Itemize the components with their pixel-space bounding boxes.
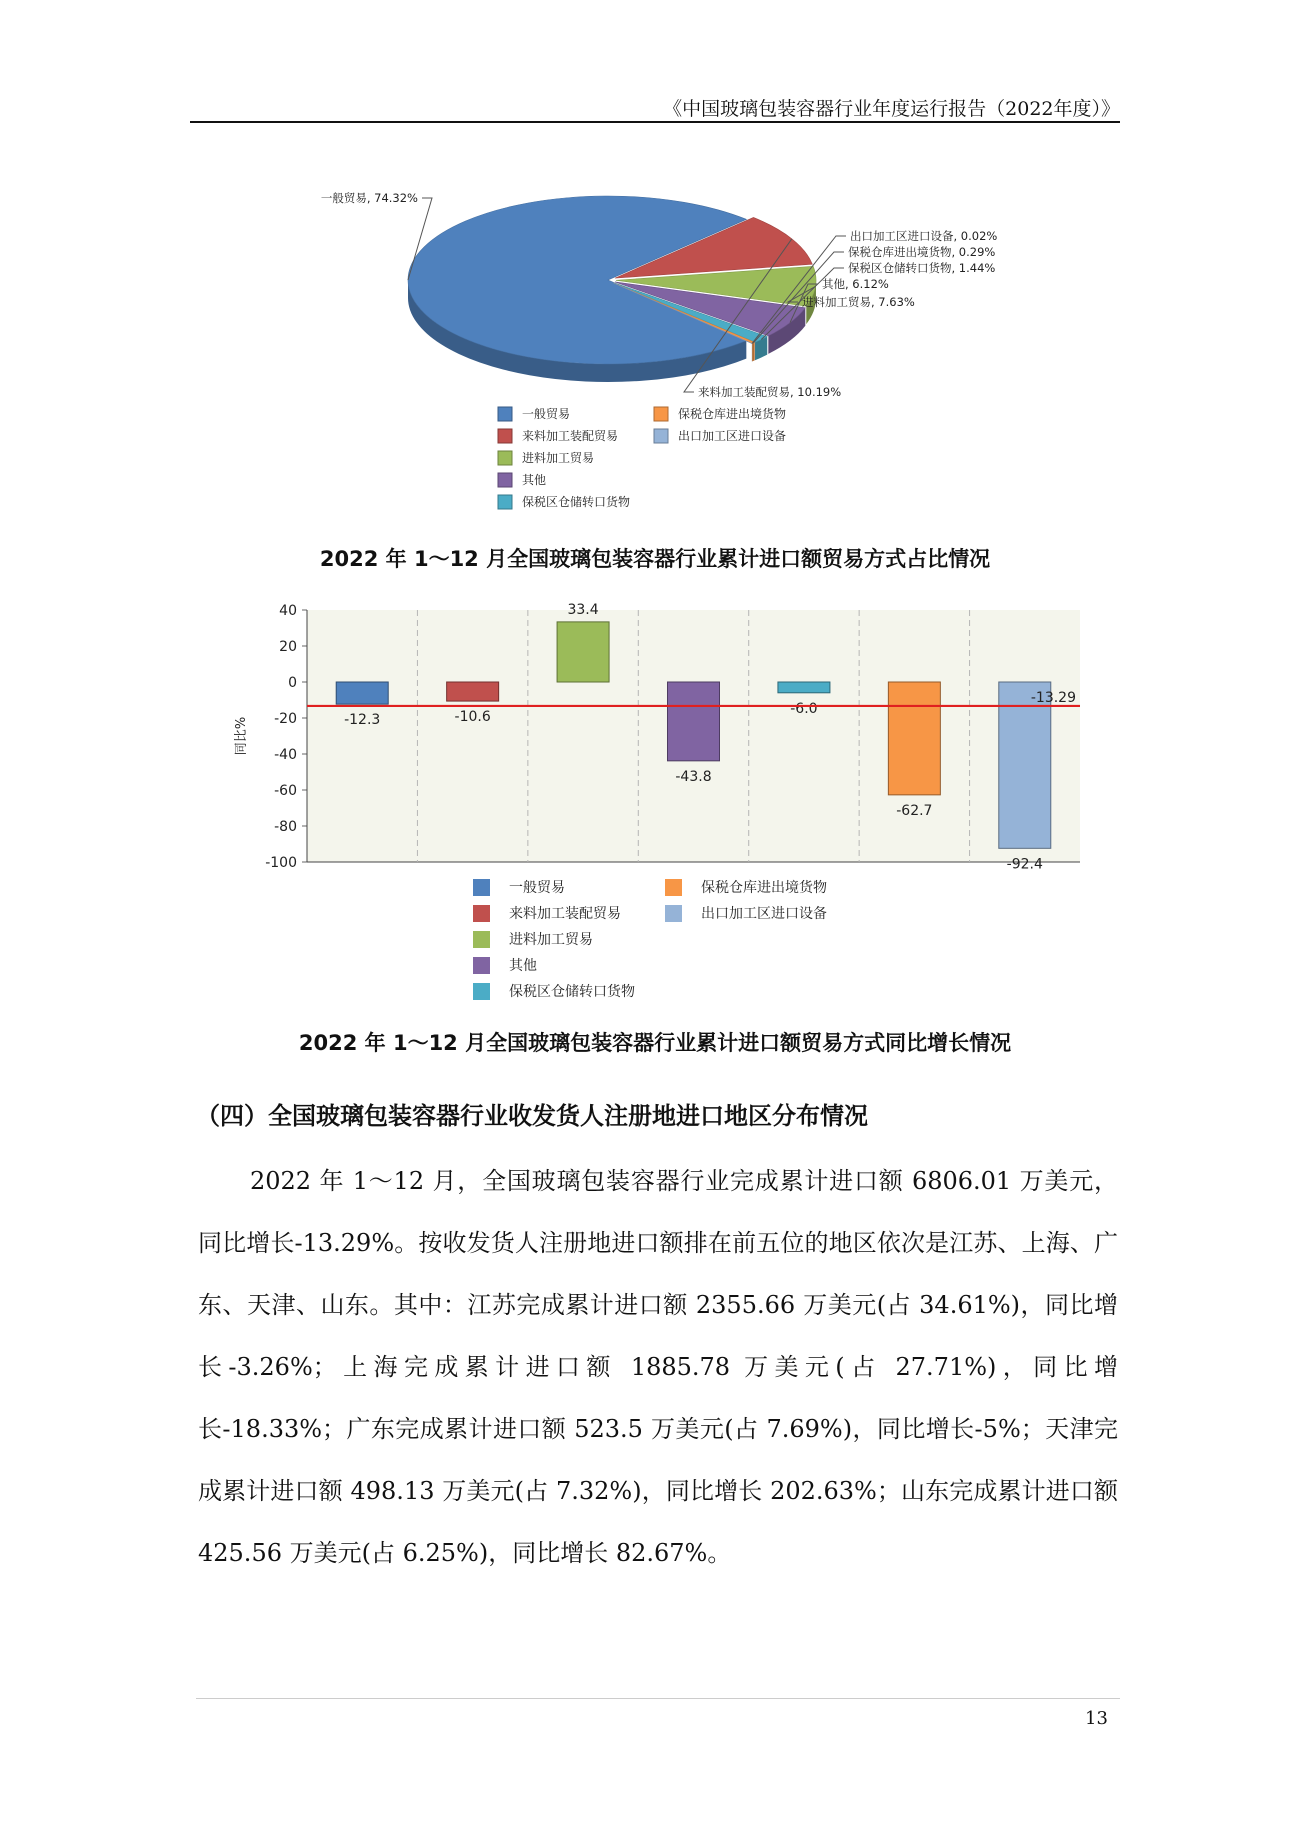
pie-legend-label: 进料加工贸易	[522, 451, 595, 465]
y-tick-label: 40	[279, 603, 297, 619]
bar-value-label: -62.7	[896, 802, 933, 819]
bar-value-label: -43.8	[675, 768, 712, 785]
pie-slice-label: 出口加工区进口设备, 0.02%	[850, 229, 998, 243]
bar	[447, 682, 499, 701]
y-tick-label: -40	[274, 747, 297, 763]
pie-legend-swatch	[498, 473, 512, 487]
pie-slice-label: 来料加工装配贸易, 10.19%	[698, 385, 842, 399]
pie-slice-label: 保税区仓储转口货物, 1.44%	[848, 261, 996, 275]
bar-legend-swatch	[473, 983, 490, 1000]
y-tick-label: -20	[274, 711, 297, 727]
bar-chart	[0, 590, 1307, 1015]
pie-slice-label: 进料加工贸易, 7.63%	[802, 295, 915, 309]
y-tick-label: -60	[274, 783, 297, 799]
bar-legend-swatch	[473, 905, 490, 922]
bar-legend-label: 其他	[509, 958, 537, 974]
pie-legend-label: 来料加工装配贸易	[522, 429, 619, 443]
bar-value-label: -12.3	[344, 712, 381, 729]
bar	[668, 682, 720, 761]
pie-legend-swatch	[498, 451, 512, 465]
bar-legend-label: 来料加工装配贸易	[509, 906, 621, 922]
bar-legend-swatch	[473, 957, 490, 974]
bar	[557, 622, 609, 682]
bar-chart-caption: 2022 年 1～12 月全国玻璃包装容器行业累计进口额贸易方式同比增长情况	[298, 1031, 1012, 1055]
header-rule	[190, 121, 1120, 123]
y-tick-label: 0	[288, 675, 297, 691]
y-tick-label: 20	[279, 639, 297, 655]
y-tick-label: -80	[274, 819, 297, 835]
pie-legend-swatch	[498, 495, 512, 509]
average-line-label: -13.29	[1030, 689, 1076, 706]
bar-legend-swatch	[473, 931, 490, 948]
pie-slice-label: 保税仓库进出境货物, 0.29%	[848, 245, 996, 259]
pie-legend-label: 一般贸易	[522, 407, 571, 421]
bar-legend-label: 出口加工区进口设备	[701, 906, 827, 922]
pie-slice-label: 其他, 6.12%	[822, 277, 889, 291]
page-number: 13	[1085, 1708, 1108, 1729]
bar	[336, 682, 388, 704]
bar-legend-label: 保税仓库进出境货物	[701, 880, 827, 896]
bar-legend-label: 一般贸易	[509, 880, 565, 896]
bar-legend-swatch	[665, 905, 682, 922]
bar-legend-label: 进料加工贸易	[509, 932, 593, 948]
pie-chart-caption: 2022 年 1～12 月全国玻璃包装容器行业累计进口额贸易方式占比情况	[319, 547, 991, 571]
y-axis-label: 同比%	[234, 716, 249, 756]
bar-value-label: -92.4	[1006, 856, 1043, 873]
bar-value-label: -6.0	[790, 700, 818, 717]
bar	[778, 682, 830, 693]
bar-value-label: 33.4	[567, 601, 599, 618]
pie-legend-swatch	[654, 429, 668, 443]
pie-slice-label: 一般贸易, 74.32%	[320, 191, 418, 205]
pie-slice-side	[752, 342, 755, 361]
body-text	[198, 1150, 1118, 1584]
bar-value-label: -10.6	[454, 709, 491, 726]
pie-legend-label: 出口加工区进口设备	[678, 429, 787, 443]
pie-legend-label: 保税区仓储转口货物	[522, 495, 631, 509]
y-tick-label: -100	[265, 855, 297, 871]
pie-legend-swatch	[498, 407, 512, 421]
bar-legend-label: 保税区仓储转口货物	[509, 984, 635, 1000]
pie-legend-label: 其他	[522, 473, 547, 487]
running-header: 《中国玻璃包装容器行业年度运行报告（2022年度）》	[663, 98, 1120, 120]
bar-legend-swatch	[473, 879, 490, 896]
body-paragraph: 2022 年 1～12 月，全国玻璃包装容器行业完成累计进口额 6806.01 万美元，同比增长-13.29%。按收发货人注册地进口额排在前五位的地区依次是江苏、上海、广东、天津、山东。其中：江苏完成累计进口额 2355.66 万美元(占 34.61%)，同比增长-3.26%；上海完成累计进口额 1885.78 万美元(占 27.71%)，同比增长-18.33%；广东完成累计进口额 523.5 万美元(占 7.69%)，同比增长-5%；天津完成累计进口额 498.13 万美元(占 7.32%)，同比增长 202.63%；山东完成累计进口额 425.56 万美元(占 6.25%)，同比增长 82.67%。	[198, 1167, 1118, 1567]
pie-legend-swatch	[498, 429, 512, 443]
bar-legend-swatch	[665, 879, 682, 896]
pie-chart	[0, 170, 1307, 535]
bar	[888, 682, 940, 795]
footer-rule	[196, 1698, 1120, 1699]
pie-legend-label: 保税仓库进出境货物	[678, 407, 787, 421]
section-heading: （四）全国玻璃包装容器行业收发货人注册地进口地区分布情况	[196, 1102, 868, 1130]
pie-legend-swatch	[654, 407, 668, 421]
